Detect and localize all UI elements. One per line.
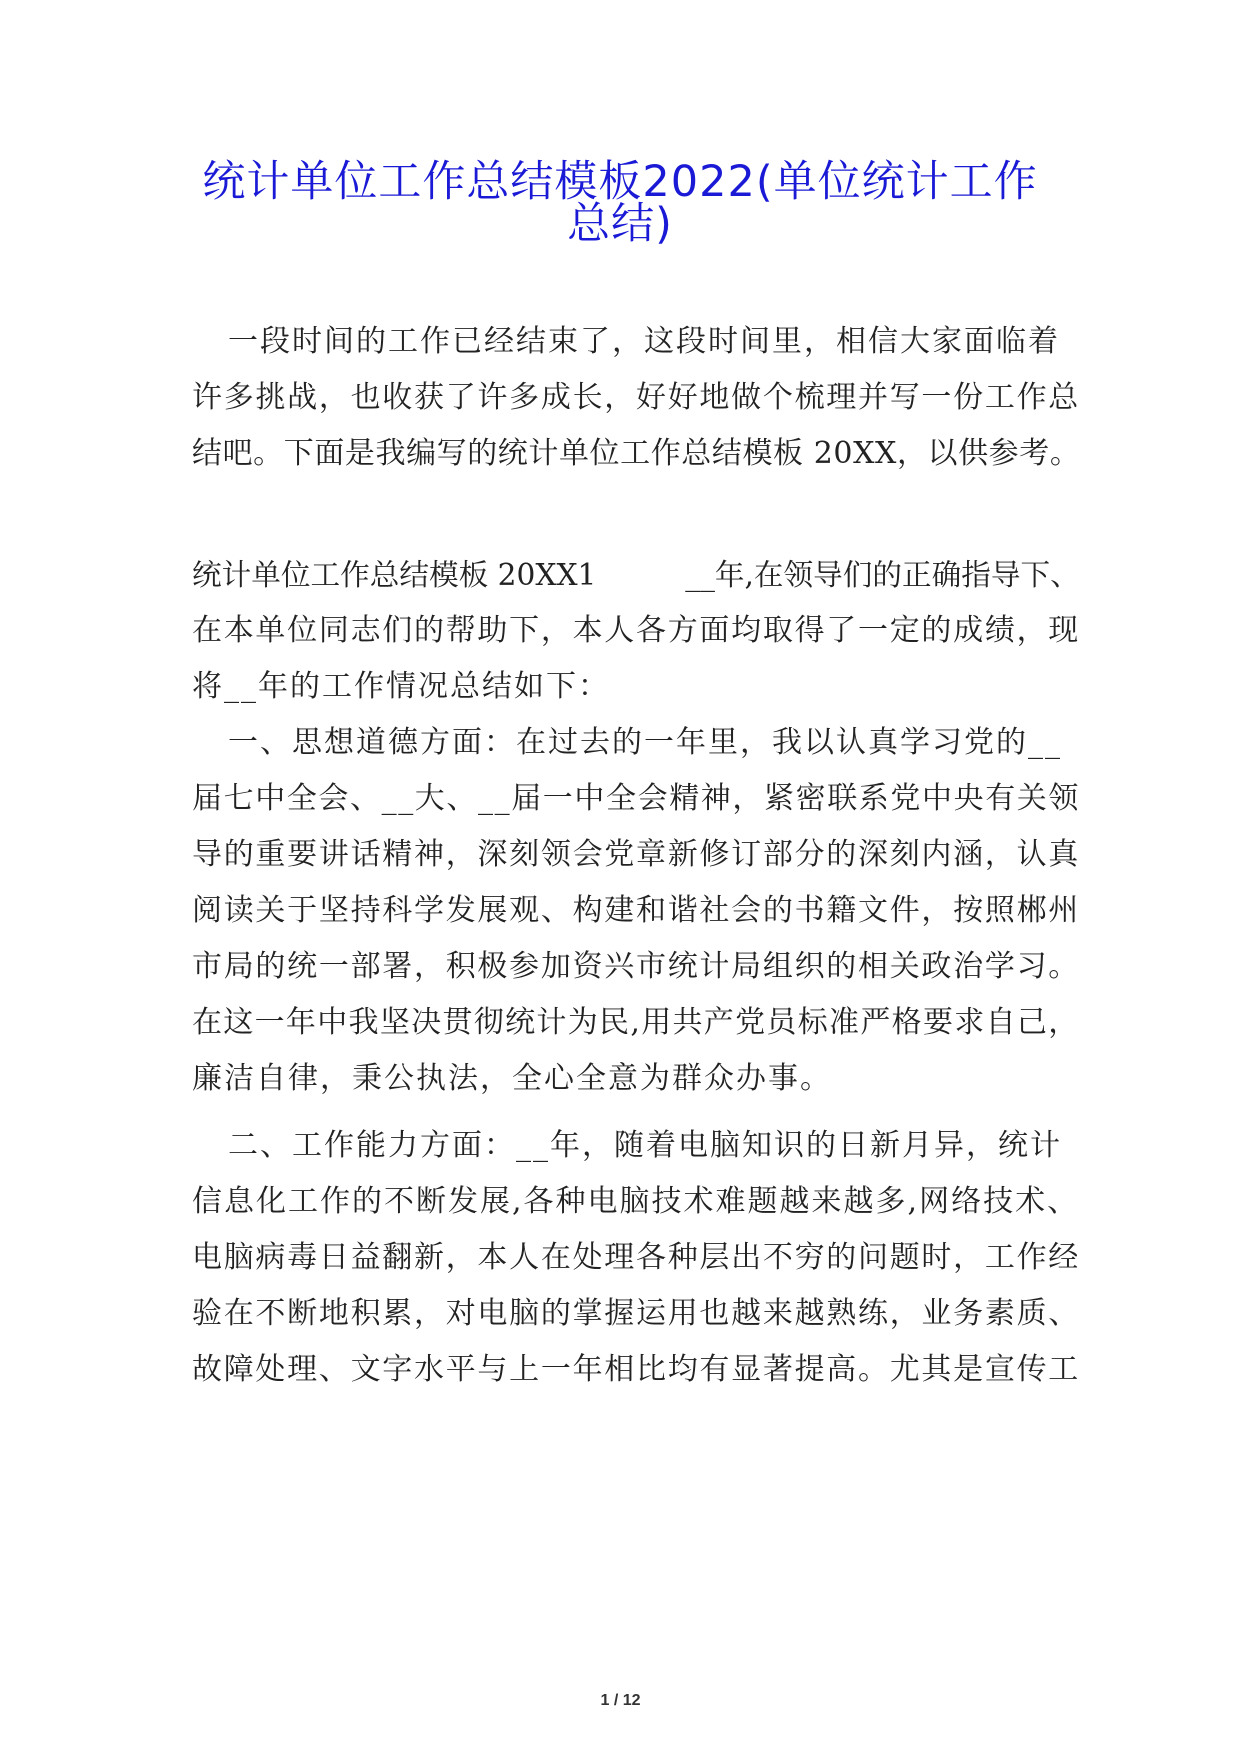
text-line: 廉洁自律，秉公执法，全心全意为群众办事。 [192, 1061, 832, 1096]
text-line: 届七中全会、__大、__届一中全会精神，紧密联系党中央有关领 [192, 781, 1080, 816]
text-line: 二、工作能力方面：__年，随着电脑知识的日新月异，统计 [228, 1128, 1062, 1163]
text-line: 一段时间的工作已经结束了，这段时间里，相信大家面临着 [228, 324, 1060, 359]
text-line: 结吧。下面是我编写的统计单位工作总结模板 20XX，以供参考。 [192, 436, 1081, 471]
text-line: 许多挑战，也收获了许多成长，好好地做个梳理并写一份工作总 [192, 380, 1080, 415]
document-title-line-1: 统计单位工作总结模板2022(单位统计工作 [202, 157, 1038, 207]
text-line: 电脑病毒日益翻新，本人在处理各种层出不穷的问题时，工作经 [192, 1240, 1080, 1275]
text-line: 在本单位同志们的帮助下，本人各方面均取得了一定的成绩，现 [192, 613, 1080, 648]
page-number: 1 / 12 [600, 1692, 641, 1709]
text-line: 验在不断地积累，对电脑的掌握运用也越来越熟练，业务素质、 [192, 1296, 1080, 1331]
text-line: 故障处理、文字水平与上一年相比均有显著提高。尤其是宣传工 [192, 1352, 1080, 1387]
text-line: 在这一年中我坚决贯彻统计为民,用共产党员标准严格要求自己， [192, 1005, 1080, 1040]
text-line: 一、思想道德方面：在过去的一年里，我以认真学习党的__ [228, 725, 1062, 760]
text-line: 市局的统一部署，积极参加资兴市统计局组织的相关政治学习。 [192, 949, 1080, 984]
text-line: 阅读关于坚持科学发展观、构建和谐社会的书籍文件，按照郴州 [192, 893, 1080, 928]
text-line: 信息化工作的不断发展,各种电脑技术难题越来越多,网络技术、 [192, 1184, 1080, 1219]
document-title-line-2: 总结) [567, 199, 673, 249]
text-line: 统计单位工作总结模板 20XX1 __年,在领导们的正确指导下、 [192, 557, 1080, 592]
text-line: 导的重要讲话精神，深刻领会党章新修订部分的深刻内涵，认真 [192, 837, 1080, 872]
text-line: 将__年的工作情况总结如下： [192, 669, 610, 704]
